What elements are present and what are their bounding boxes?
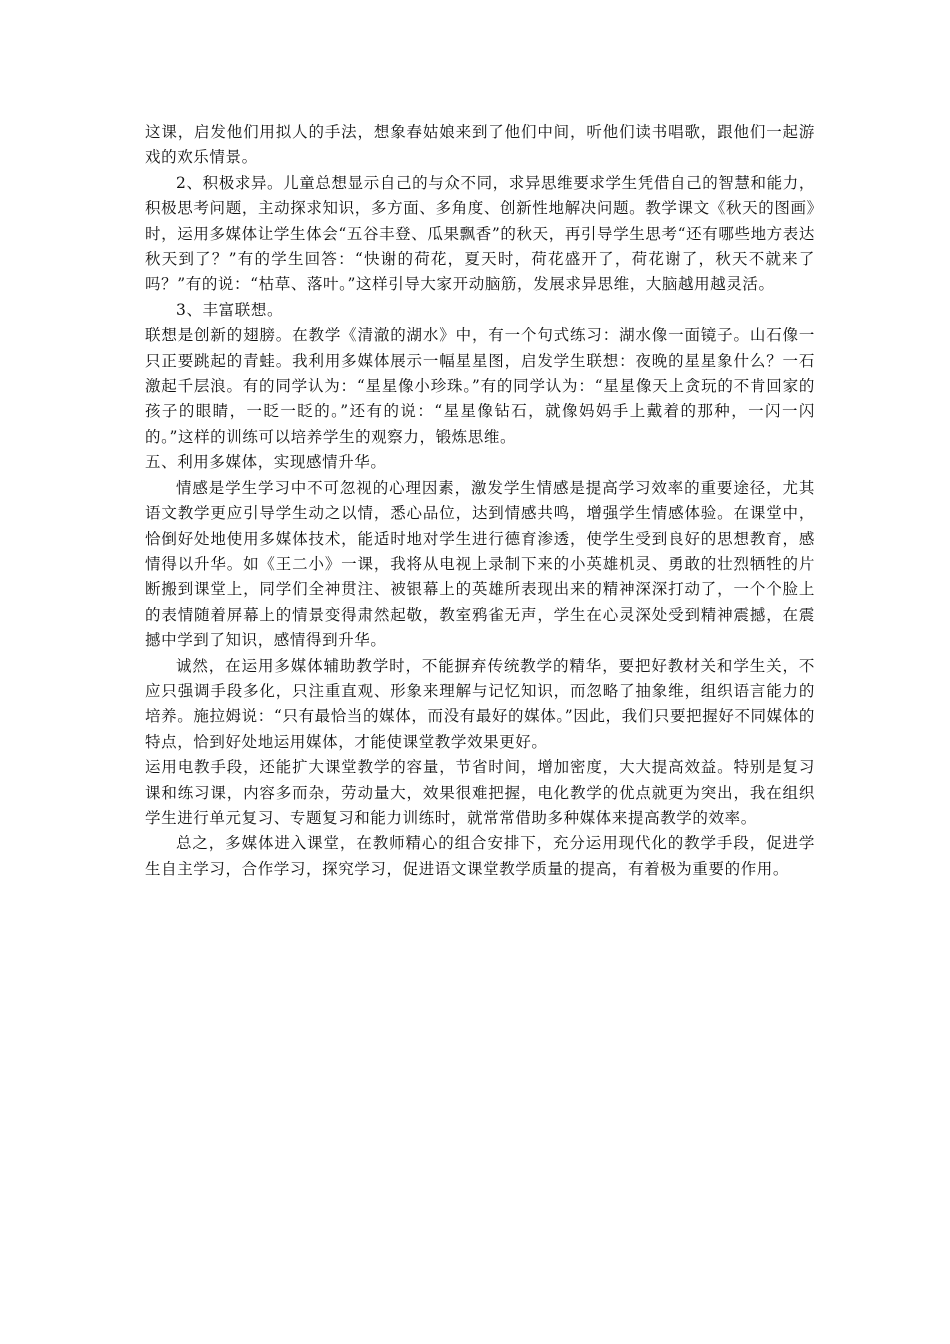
paragraph-4: 联想是创新的翅膀。在教学《清澈的湖水》中，有一个句式练习：湖水像一面镜子。山石像一只正要跳起的青蛙。我利用多媒体展示一幅星星图，启发学生联想：夜晚的星星象什么？一石激起千层浪。有的同学认为：“星星像小珍珠。”有的同学认为：“星星像天上贪玩的不肯回家的孩子的眼睛，一眨一眨的。”还有的说：“星星像钻石，就像妈妈手上戴着的那种，一闪一闪的。”这样的训练可以培养学生的观察力，锻炼思维。 [145, 326, 815, 446]
section-heading: 五、利用多媒体，实现感情升华。 [145, 453, 387, 472]
paragraph-3: 3、丰富联想。 [176, 300, 284, 319]
paragraph-1: 这课，启发他们用拟人的手法，想象春姑娘来到了他们中间，听他们读书唱歌，跟他们一起游戏的欢乐情景。 [145, 123, 815, 167]
document-body [145, 120, 815, 882]
paragraph-5: 情感是学生学习中不可忽视的心理因素，激发学生情感是提高学习效率的重要途径，尤其语文教学更应引导学生动之以情，悉心品位，达到情感共鸣，增强学生情感体验。在课堂中，恰倒好处地使用多媒体技术，能适时地对学生进行德育渗透，使学生受到良好的思想教育，感情得以升华。如《王二小》一课，我将从电视上录制下来的小英雄机灵、勇敢的壮烈牺牲的片断搬到课堂上，同学们全神贯注、被银幕上的英雄所表现出来的精神深深打动了，一个个脸上的表情随着屏幕上的情景变得肃然起敬，教室鸦雀无声，学生在心灵深处受到精神震撼，在震撼中学到了知识，感情得到升华。 [145, 478, 815, 650]
paragraph-7: 运用电教手段，还能扩大课堂教学的容量，节省时间，增加密度，大大提高效益。特别是复习课和练习课，内容多而杂，劳动量大，效果很难把握，电化教学的优点就更为突出，我在组织学生进行单元复习、专题复习和能力训练时，就常常借助多种媒体来提高教学的效率。 [145, 758, 815, 827]
paragraph-2: 2、积极求异。儿童总想显示自己的与众不同，求异思维要求学生凭借自己的智慧和能力，积极思考问题，主动探求知识，多方面、多角度、创新性地解决问题。教学课文《秋天的图画》时，运用多媒体让学生体会“五谷丰登、瓜果飘香”的秋天，再引导学生思考“还有哪些地方表达秋天到了？”有的学生回答：“快谢的荷花，夏天时，荷花盛开了，荷花谢了，秋天不就来了吗？”有的说：“枯草、落叶。”这样引导大家开动脑筋，发展求异思维，大脑越用越灵活。 [145, 173, 815, 294]
paragraph-8: 总之，多媒体进入课堂，在教师精心的组合安排下，充分运用现代化的教学手段，促进学生自主学习，合作学习，探究学习，促进语文课堂教学质量的提高，有着极为重要的作用。 [145, 834, 815, 878]
paragraph-6: 诚然，在运用多媒体辅助教学时，不能摒弃传统教学的精华，要把好教材关和学生关，不应只强调手段多化，只注重直观、形象来理解与记忆知识，而忽略了抽象维，组织语言能力的培养。施拉姆说：“只有最恰当的媒体，而没有最好的媒体。”因此，我们只要把握好不同媒体的特点，恰到好处地运用媒体，才能使课堂教学效果更好。 [145, 656, 815, 751]
